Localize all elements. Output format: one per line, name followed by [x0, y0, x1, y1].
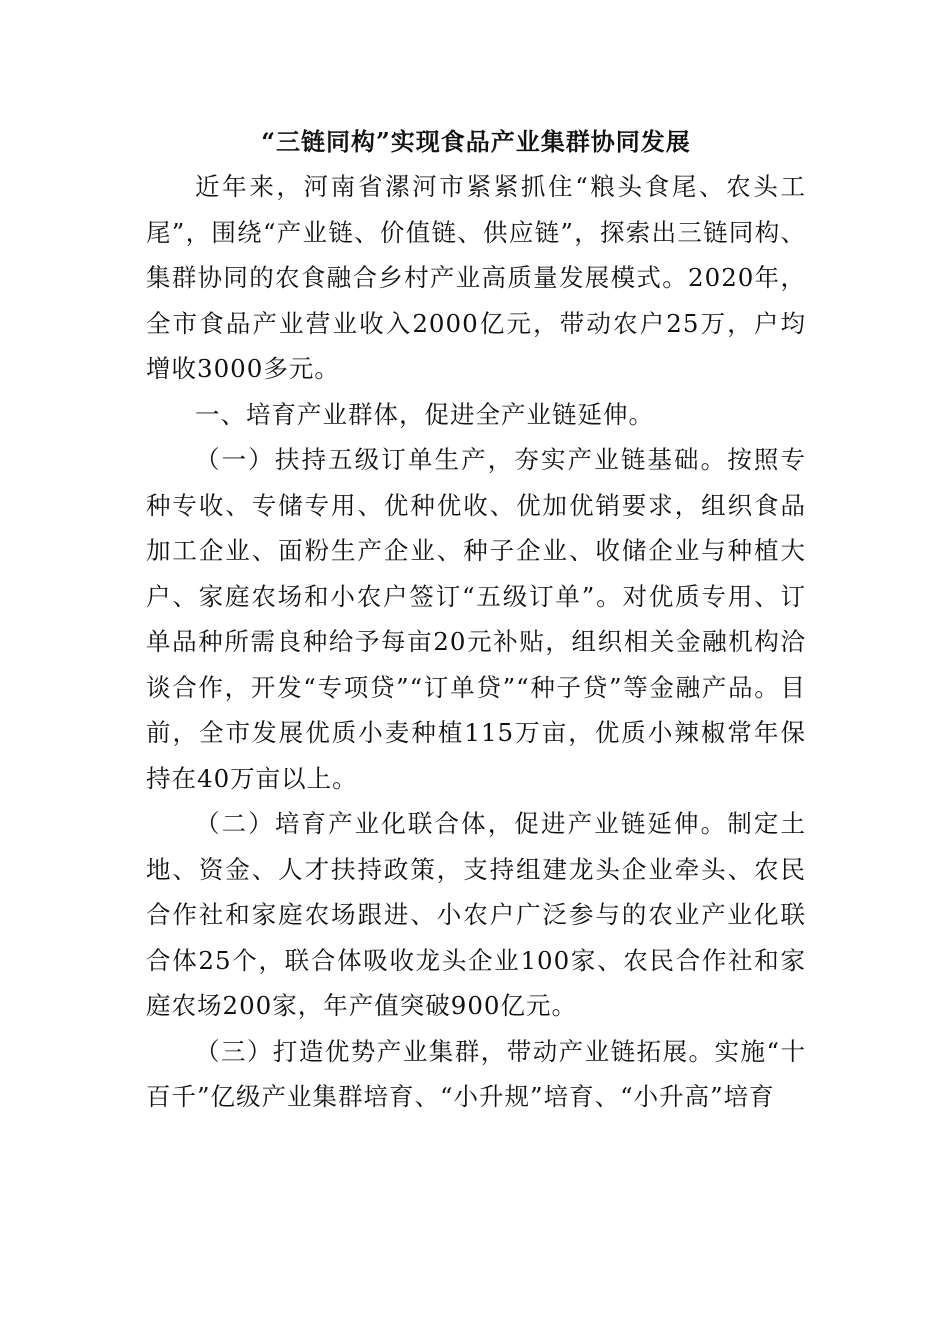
section-heading-1: 一、培育产业群体，促进全产业链延伸。	[195, 399, 654, 429]
paragraph-subsection-2: （二）培育产业化联合体，促进产业链延伸。制定土地、资金、人才扶持政策，支持组建龙头企业牵头、农民合作社和家庭农场跟进、小农户广泛参与的农业产业化联合体25个，联合体吸收龙头企业100家、农民合作社和家庭农场200家，年产值突破900亿元。	[146, 809, 806, 1020]
paragraph-subsection-3: （三）打造优势产业集群，带动产业链拓展。实施“十百千”亿级产业集群培育、“小升规”培育、“小升高”培育	[146, 1036, 806, 1111]
document-title: “三链同构”实现食品产业集群协同发展	[261, 127, 691, 156]
paragraph-subsection-1: （一）扶持五级订单生产，夯实产业链基础。按照专种专收、专储专用、优种优收、优加优销要求，组织食品加工企业、面粉生产企业、种子企业、收储企业与种植大户、家庭农场和小农户签订“五级订单”。对优质专用、订单品种所需良种给予每亩20元补贴，组织相关金融机构洽谈合作，开发“专项贷”“订单贷”“种子贷”等金融产品。目前，全市发展优质小麦种植115万亩，优质小辣椒常年保持在40万亩以上。	[146, 445, 806, 793]
paragraph-intro: 近年来，河南省漯河市紧紧抓住“粮头食尾、农头工尾”，围绕“产业链、价值链、供应链”，探索出三链同构、集群协同的农食融合乡村产业高质量发展模式。2020年，全市食品产业营业收入2000亿元，带动农户25万，户均增收3000多元。	[146, 172, 806, 383]
document-page	[146, 124, 806, 1120]
